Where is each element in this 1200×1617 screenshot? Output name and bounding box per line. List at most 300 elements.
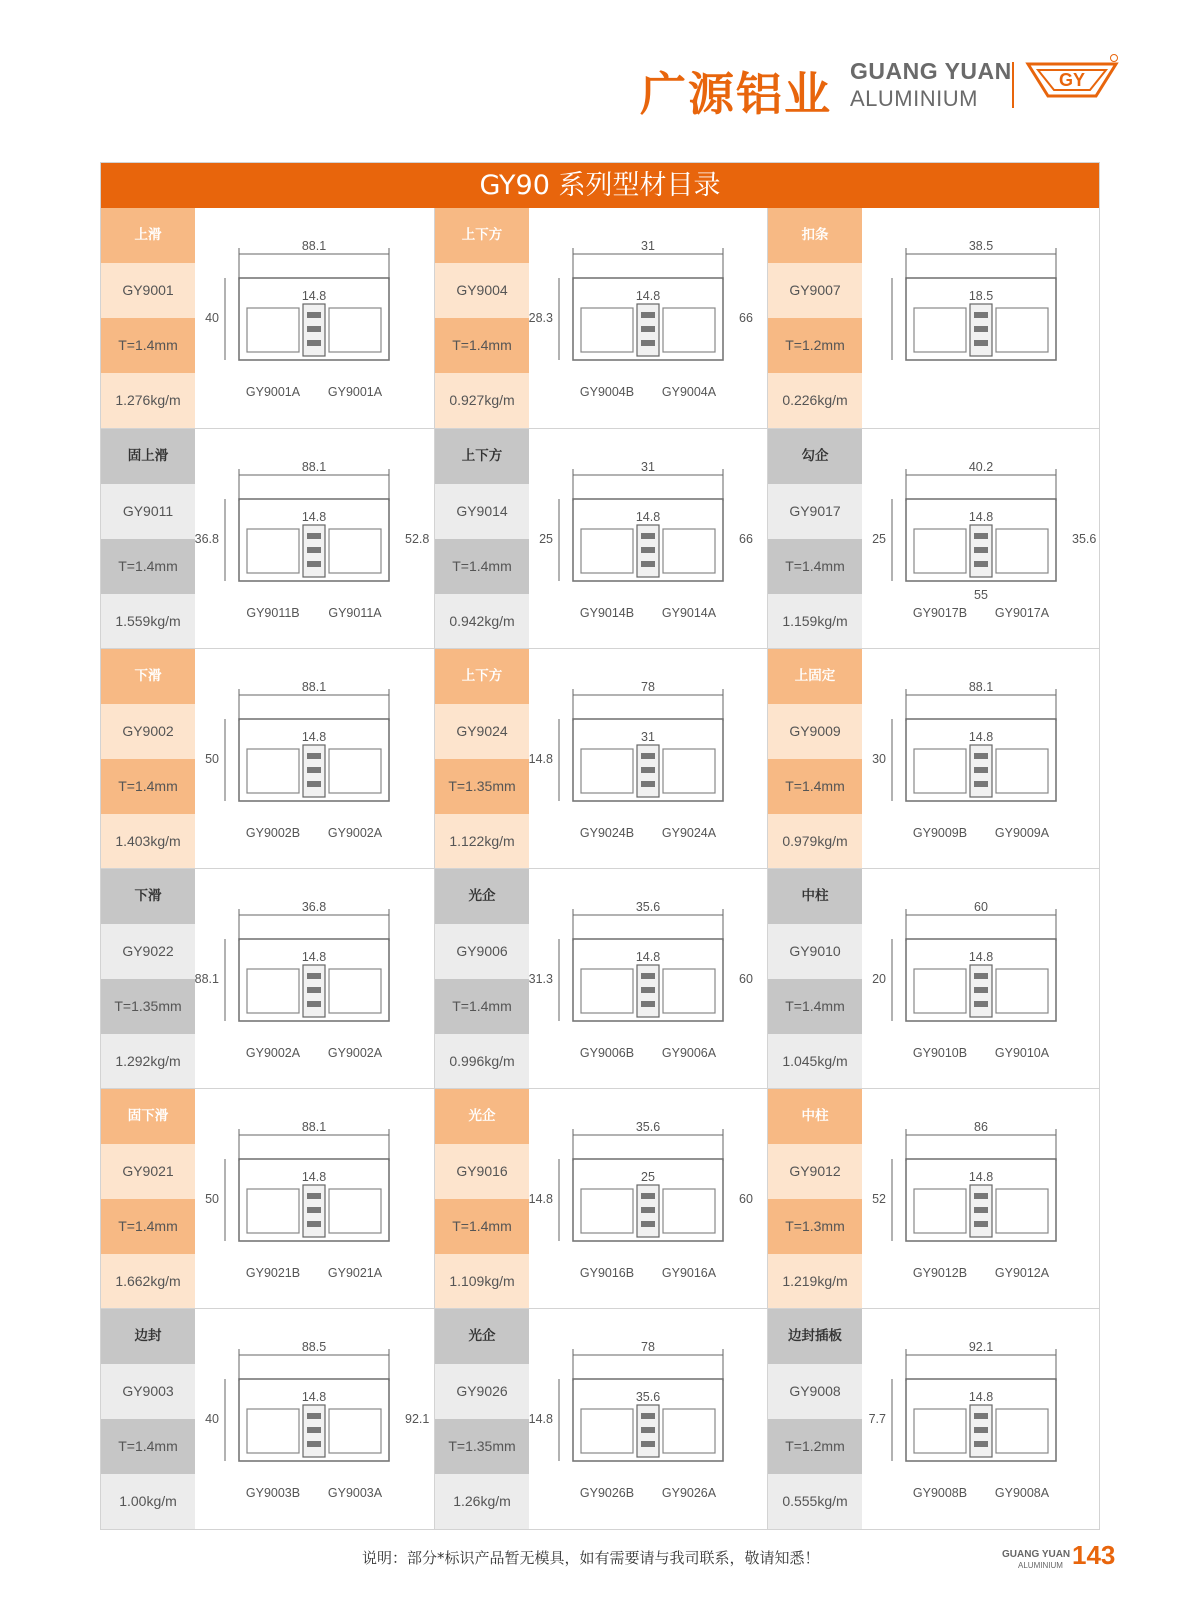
part-code-label: GY9001A — [327, 385, 383, 399]
part-code-label: GY9021B — [245, 1266, 301, 1280]
product-name: 上下方 — [435, 429, 529, 484]
product-code: GY9001 — [101, 263, 195, 318]
product-name: 中柱 — [768, 869, 862, 924]
part-code-label: GY9016A — [661, 1266, 717, 1280]
product-cell — [767, 869, 1101, 1089]
insulation-strip-mark — [307, 547, 321, 553]
profile-chamber — [329, 1409, 381, 1453]
product-cell — [434, 1309, 768, 1529]
product-thickness: T=1.4mm — [435, 318, 529, 373]
brand-name-cn: 广源铝业 — [640, 67, 832, 121]
product-weight: 1.559kg/m — [101, 594, 195, 649]
dimension-label: 88.1 — [301, 239, 327, 253]
profile-drawing — [195, 429, 434, 649]
logo-text: GY — [1058, 70, 1086, 90]
profile-section-diagram — [862, 1309, 1101, 1529]
product-spec — [768, 649, 862, 869]
profile-chamber — [581, 1189, 633, 1233]
dimension-label: 25 — [872, 532, 886, 546]
insulation-strip-mark — [974, 561, 988, 567]
product-spec — [768, 869, 862, 1089]
product-thickness: T=1.4mm — [101, 1199, 195, 1254]
part-code-label: GY9012A — [994, 1266, 1050, 1280]
insulation-strip-mark — [641, 1441, 655, 1447]
dimension-label: 31 — [641, 239, 655, 253]
dimension-label: 14.8 — [968, 950, 994, 964]
dimension-label: 14.8 — [635, 289, 661, 303]
dimension-label: 66 — [739, 311, 753, 325]
insulation-strip-mark — [307, 767, 321, 773]
profile-chamber — [581, 749, 633, 793]
product-name: 下滑 — [101, 649, 195, 704]
dimension-label: 35.6 — [635, 1120, 661, 1134]
insulation-strip-mark — [307, 973, 321, 979]
product-thickness: T=1.4mm — [101, 539, 195, 594]
dimension-label: 38.5 — [968, 239, 994, 253]
dimension-label: 55 — [974, 588, 988, 602]
insulation-strip-mark — [974, 767, 988, 773]
profile-chamber — [247, 308, 299, 352]
insulation-strip-mark — [307, 533, 321, 539]
insulation-strip-mark — [974, 1413, 988, 1419]
product-weight: 1.122kg/m — [435, 814, 529, 869]
product-spec — [768, 208, 862, 428]
profile-drawing — [195, 1089, 434, 1309]
product-code: GY9011 — [101, 484, 195, 539]
profile-drawing — [862, 869, 1101, 1089]
product-cell — [101, 869, 434, 1089]
part-code-label: GY9008A — [994, 1486, 1050, 1500]
part-code-label: GY9004B — [579, 385, 635, 399]
profile-section-diagram — [195, 649, 434, 869]
product-spec — [101, 1089, 195, 1309]
profile-section-diagram — [195, 208, 434, 428]
profile-chamber — [914, 529, 966, 573]
profile-drawing — [195, 649, 434, 869]
part-code-label: GY9002A — [327, 1046, 383, 1060]
insulation-strip-mark — [307, 1001, 321, 1007]
profile-section-diagram — [862, 649, 1101, 869]
product-spec — [101, 1309, 195, 1529]
insulation-strip-mark — [641, 753, 655, 759]
product-weight: 1.109kg/m — [435, 1254, 529, 1309]
dimension-label: 92.1 — [968, 1340, 994, 1354]
insulation-strip-mark — [641, 1207, 655, 1213]
product-thickness: T=1.4mm — [101, 318, 195, 373]
footer-brand-line2: ALUMINIUM — [1018, 1561, 1063, 1570]
product-cell — [101, 208, 434, 428]
profile-section-diagram — [195, 869, 434, 1089]
product-spec — [435, 208, 529, 428]
part-code-label: GY9017A — [994, 606, 1050, 620]
profile-drawing — [529, 208, 768, 428]
profile-section-diagram — [195, 1309, 434, 1529]
insulation-strip-mark — [974, 781, 988, 787]
product-spec — [435, 649, 529, 869]
product-name: 扣条 — [768, 208, 862, 263]
product-spec — [768, 1089, 862, 1309]
insulation-strip-mark — [641, 781, 655, 787]
insulation-strip-mark — [641, 312, 655, 318]
insulation-strip-mark — [307, 987, 321, 993]
product-name: 上下方 — [435, 649, 529, 704]
product-weight: 1.219kg/m — [768, 1254, 862, 1309]
profile-chamber — [663, 1189, 715, 1233]
dimension-label: 40 — [205, 1412, 219, 1426]
product-cell — [767, 208, 1101, 428]
product-spec — [435, 869, 529, 1089]
dimension-label: 31.3 — [529, 972, 553, 986]
product-thickness: T=1.3mm — [768, 1199, 862, 1254]
dimension-label: 14.8 — [301, 1390, 327, 1404]
profile-chamber — [247, 1409, 299, 1453]
brand-name-en-line1: GUANG YUAN — [850, 58, 1012, 84]
profile-section-diagram — [862, 1089, 1101, 1309]
insulation-strip-mark — [641, 1413, 655, 1419]
dimension-label: 31 — [641, 730, 655, 744]
product-thickness: T=1.2mm — [768, 1419, 862, 1474]
profile-drawing — [529, 1309, 768, 1529]
part-code-label: GY9004A — [661, 385, 717, 399]
dimension-label: 66 — [739, 532, 753, 546]
product-spec — [101, 649, 195, 869]
profile-chamber — [247, 969, 299, 1013]
part-code-label: GY9024B — [579, 826, 635, 840]
profile-section-diagram — [529, 1309, 768, 1529]
part-code-label: GY9016B — [579, 1266, 635, 1280]
dimension-label: 92.1 — [405, 1412, 430, 1426]
dimension-label: 88.1 — [301, 1120, 327, 1134]
product-code: GY9003 — [101, 1364, 195, 1419]
dimension-label: 40.2 — [968, 460, 994, 474]
product-spec — [101, 429, 195, 649]
profile-chamber — [663, 1409, 715, 1453]
product-code: GY9016 — [435, 1144, 529, 1199]
insulation-strip-mark — [974, 1427, 988, 1433]
product-code: GY9004 — [435, 263, 529, 318]
profile-drawing — [529, 1089, 768, 1309]
profile-chamber — [996, 1409, 1048, 1453]
profile-chamber — [663, 749, 715, 793]
product-spec — [435, 1089, 529, 1309]
product-weight: 0.942kg/m — [435, 594, 529, 649]
part-code-label: GY9026B — [579, 1486, 635, 1500]
product-code: GY9010 — [768, 924, 862, 979]
product-thickness: T=1.4mm — [101, 1419, 195, 1474]
product-cell — [434, 1089, 768, 1309]
insulation-strip-mark — [641, 987, 655, 993]
product-weight: 1.26kg/m — [435, 1474, 529, 1529]
profile-section-diagram — [529, 1089, 768, 1309]
profile-chamber — [329, 529, 381, 573]
profile-drawing — [862, 429, 1101, 649]
insulation-strip-mark — [641, 973, 655, 979]
product-thickness: T=1.35mm — [435, 1419, 529, 1474]
profile-chamber — [663, 969, 715, 1013]
part-code-label: GY9006B — [579, 1046, 635, 1060]
catalog-row — [101, 1088, 1099, 1308]
product-code: GY9021 — [101, 1144, 195, 1199]
dimension-label: 36.8 — [195, 532, 219, 546]
insulation-strip-mark — [307, 1441, 321, 1447]
profile-chamber — [329, 969, 381, 1013]
product-spec — [435, 1309, 529, 1529]
insulation-strip-mark — [641, 561, 655, 567]
product-thickness: T=1.4mm — [768, 539, 862, 594]
part-code-label: GY9026A — [661, 1486, 717, 1500]
profile-section-diagram — [529, 649, 768, 869]
catalog-title: GY90 系列型材目录 — [101, 163, 1099, 208]
dimension-label: 86 — [974, 1120, 988, 1134]
part-code-label: GY9009B — [912, 826, 968, 840]
product-name: 固上滑 — [101, 429, 195, 484]
profile-chamber — [329, 308, 381, 352]
product-weight: 1.403kg/m — [101, 814, 195, 869]
dimension-label: 14.8 — [301, 950, 327, 964]
profile-drawing — [529, 869, 768, 1089]
dimension-label: 88.1 — [301, 680, 327, 694]
product-cell — [767, 1309, 1101, 1529]
product-name: 上滑 — [101, 208, 195, 263]
catalog-row — [101, 428, 1099, 648]
product-cell — [101, 1089, 434, 1309]
dimension-label: 60 — [739, 972, 753, 986]
part-code-label: GY9008B — [912, 1486, 968, 1500]
dimension-label: 50 — [205, 1192, 219, 1206]
dimension-label: 14.8 — [301, 289, 327, 303]
profile-drawing — [529, 649, 768, 869]
profile-chamber — [914, 749, 966, 793]
insulation-strip-mark — [307, 312, 321, 318]
profile-chamber — [996, 529, 1048, 573]
product-thickness: T=1.35mm — [101, 979, 195, 1034]
product-spec — [768, 1309, 862, 1529]
product-name: 下滑 — [101, 869, 195, 924]
insulation-strip-mark — [974, 1221, 988, 1227]
dimension-label: 25 — [641, 1170, 655, 1184]
footer-note: 说明：部分*标识产品暂无模具，如有需要请与我司联系，敬请知悉！ — [362, 1549, 820, 1567]
header-divider — [1012, 62, 1014, 108]
product-weight: 0.226kg/m — [768, 373, 862, 428]
dimension-label: 14.8 — [968, 1170, 994, 1184]
part-code-label: GY9010A — [994, 1046, 1050, 1060]
dimension-label: 40 — [205, 311, 219, 325]
product-cell — [767, 649, 1101, 869]
dimension-label: 20 — [872, 972, 886, 986]
product-code: GY9014 — [435, 484, 529, 539]
profile-section-diagram — [195, 429, 434, 649]
dimension-label: 78 — [641, 1340, 655, 1354]
page-number: 143 — [1072, 1540, 1116, 1570]
insulation-strip-mark — [307, 340, 321, 346]
profile-chamber — [247, 1189, 299, 1233]
profile-chamber — [663, 308, 715, 352]
dimension-label: 35.6 — [1072, 532, 1097, 546]
product-thickness: T=1.4mm — [435, 979, 529, 1034]
dimension-label: 60 — [739, 1192, 753, 1206]
insulation-strip-mark — [974, 987, 988, 993]
insulation-strip-mark — [307, 326, 321, 332]
dimension-label: 14.8 — [968, 730, 994, 744]
insulation-strip-mark — [974, 1207, 988, 1213]
part-code-label: GY9002A — [245, 1046, 301, 1060]
insulation-strip-mark — [641, 533, 655, 539]
part-code-label: GY9021A — [327, 1266, 383, 1280]
insulation-strip-mark — [974, 533, 988, 539]
dimension-label: 14.8 — [529, 1192, 553, 1206]
profile-section-diagram — [195, 1089, 434, 1309]
product-code: GY9026 — [435, 1364, 529, 1419]
profile-chamber — [581, 308, 633, 352]
profile-drawing — [195, 869, 434, 1089]
dimension-label: 50 — [205, 752, 219, 766]
insulation-strip-mark — [974, 340, 988, 346]
profile-chamber — [914, 969, 966, 1013]
dimension-label: 14.8 — [968, 1390, 994, 1404]
profile-chamber — [247, 749, 299, 793]
product-thickness: T=1.4mm — [435, 539, 529, 594]
insulation-strip-mark — [641, 767, 655, 773]
product-thickness: T=1.2mm — [768, 318, 862, 373]
product-code: GY9006 — [435, 924, 529, 979]
product-weight: 1.045kg/m — [768, 1034, 862, 1089]
dimension-label: 28.3 — [529, 311, 553, 325]
product-name: 边封 — [101, 1309, 195, 1364]
profile-chamber — [247, 529, 299, 573]
product-cell — [434, 429, 768, 649]
dimension-label: 18.5 — [968, 289, 994, 303]
product-thickness: T=1.4mm — [101, 759, 195, 814]
product-weight: 1.159kg/m — [768, 594, 862, 649]
profile-drawing — [195, 1309, 434, 1529]
insulation-strip-mark — [641, 547, 655, 553]
part-code-label: GY9012B — [912, 1266, 968, 1280]
insulation-strip-mark — [974, 753, 988, 759]
profile-section-diagram — [529, 869, 768, 1089]
dimension-label: 52 — [872, 1192, 886, 1206]
product-name: 光企 — [435, 1309, 529, 1364]
dimension-label: 30 — [872, 752, 886, 766]
dimension-label: 14.8 — [301, 1170, 327, 1184]
profile-chamber — [914, 1189, 966, 1233]
insulation-strip-mark — [307, 1413, 321, 1419]
part-code-label: GY9002A — [327, 826, 383, 840]
product-weight: 1.662kg/m — [101, 1254, 195, 1309]
dimension-label: 14.8 — [635, 510, 661, 524]
dimension-label: 60 — [974, 900, 988, 914]
dimension-label: 88.1 — [968, 680, 994, 694]
profile-chamber — [581, 529, 633, 573]
profile-chamber — [329, 1189, 381, 1233]
product-spec — [101, 869, 195, 1089]
part-code-label: GY9014A — [661, 606, 717, 620]
profile-chamber — [329, 749, 381, 793]
profile-chamber — [914, 308, 966, 352]
dimension-label: 14.8 — [301, 730, 327, 744]
profile-drawing — [862, 208, 1101, 428]
product-code: GY9002 — [101, 704, 195, 759]
part-code-label: GY9011B — [246, 606, 300, 620]
insulation-strip-mark — [307, 561, 321, 567]
part-code-label: GY9003A — [327, 1486, 383, 1500]
product-weight: 1.00kg/m — [101, 1474, 195, 1529]
profile-chamber — [581, 969, 633, 1013]
insulation-strip-mark — [974, 973, 988, 979]
product-code: GY9017 — [768, 484, 862, 539]
part-code-label: GY9003B — [245, 1486, 301, 1500]
product-spec — [768, 429, 862, 649]
insulation-strip-mark — [307, 1193, 321, 1199]
product-cell — [434, 208, 768, 428]
product-name: 光企 — [435, 869, 529, 924]
insulation-strip-mark — [641, 1193, 655, 1199]
profile-chamber — [996, 1189, 1048, 1233]
catalog-rows — [101, 208, 1099, 1528]
catalog-row — [101, 868, 1099, 1088]
insulation-strip-mark — [641, 326, 655, 332]
profile-chamber — [581, 1409, 633, 1453]
profile-chamber — [996, 308, 1048, 352]
dimension-label: 36.8 — [301, 900, 327, 914]
profile-chamber — [663, 529, 715, 573]
product-name: 勾企 — [768, 429, 862, 484]
product-weight: 0.979kg/m — [768, 814, 862, 869]
insulation-strip-mark — [974, 1441, 988, 1447]
product-cell — [101, 1309, 434, 1529]
profile-drawing — [862, 649, 1101, 869]
part-code-label: GY9002B — [245, 826, 301, 840]
catalog-row — [101, 648, 1099, 868]
product-weight: 0.555kg/m — [768, 1474, 862, 1529]
dimension-label: 14.8 — [301, 510, 327, 524]
insulation-strip-mark — [307, 1207, 321, 1213]
part-code-label: GY9014B — [579, 606, 635, 620]
part-code-label: GY9017B — [912, 606, 968, 620]
product-thickness: T=1.35mm — [435, 759, 529, 814]
catalog-row — [101, 1308, 1099, 1528]
dimension-label: 35.6 — [635, 1390, 661, 1404]
product-spec — [435, 429, 529, 649]
product-cell — [767, 1089, 1101, 1309]
dimension-label: 14.8 — [635, 950, 661, 964]
product-code: GY9024 — [435, 704, 529, 759]
dimension-label: 14.8 — [529, 1412, 553, 1426]
dimension-label: 14.8 — [968, 510, 994, 524]
insulation-strip-mark — [974, 326, 988, 332]
product-thickness: T=1.4mm — [768, 759, 862, 814]
product-thickness: T=1.4mm — [768, 979, 862, 1034]
part-code-label: GY9010B — [912, 1046, 968, 1060]
product-cell — [101, 649, 434, 869]
insulation-strip-mark — [641, 340, 655, 346]
profile-chamber — [996, 749, 1048, 793]
dimension-label: 88.1 — [195, 972, 219, 986]
dimension-label: 52.8 — [405, 532, 430, 546]
brand-logo-icon — [1024, 50, 1120, 110]
profile-section-diagram — [862, 869, 1101, 1089]
product-weight: 1.292kg/m — [101, 1034, 195, 1089]
product-weight: 1.276kg/m — [101, 373, 195, 428]
insulation-strip-mark — [307, 781, 321, 787]
profile-drawing — [529, 429, 768, 649]
product-name: 上下方 — [435, 208, 529, 263]
catalog-row — [101, 208, 1099, 428]
insulation-strip-mark — [307, 1221, 321, 1227]
profile-section-diagram — [529, 429, 768, 649]
product-code: GY9009 — [768, 704, 862, 759]
product-code: GY9008 — [768, 1364, 862, 1419]
dimension-label: 31 — [641, 460, 655, 474]
